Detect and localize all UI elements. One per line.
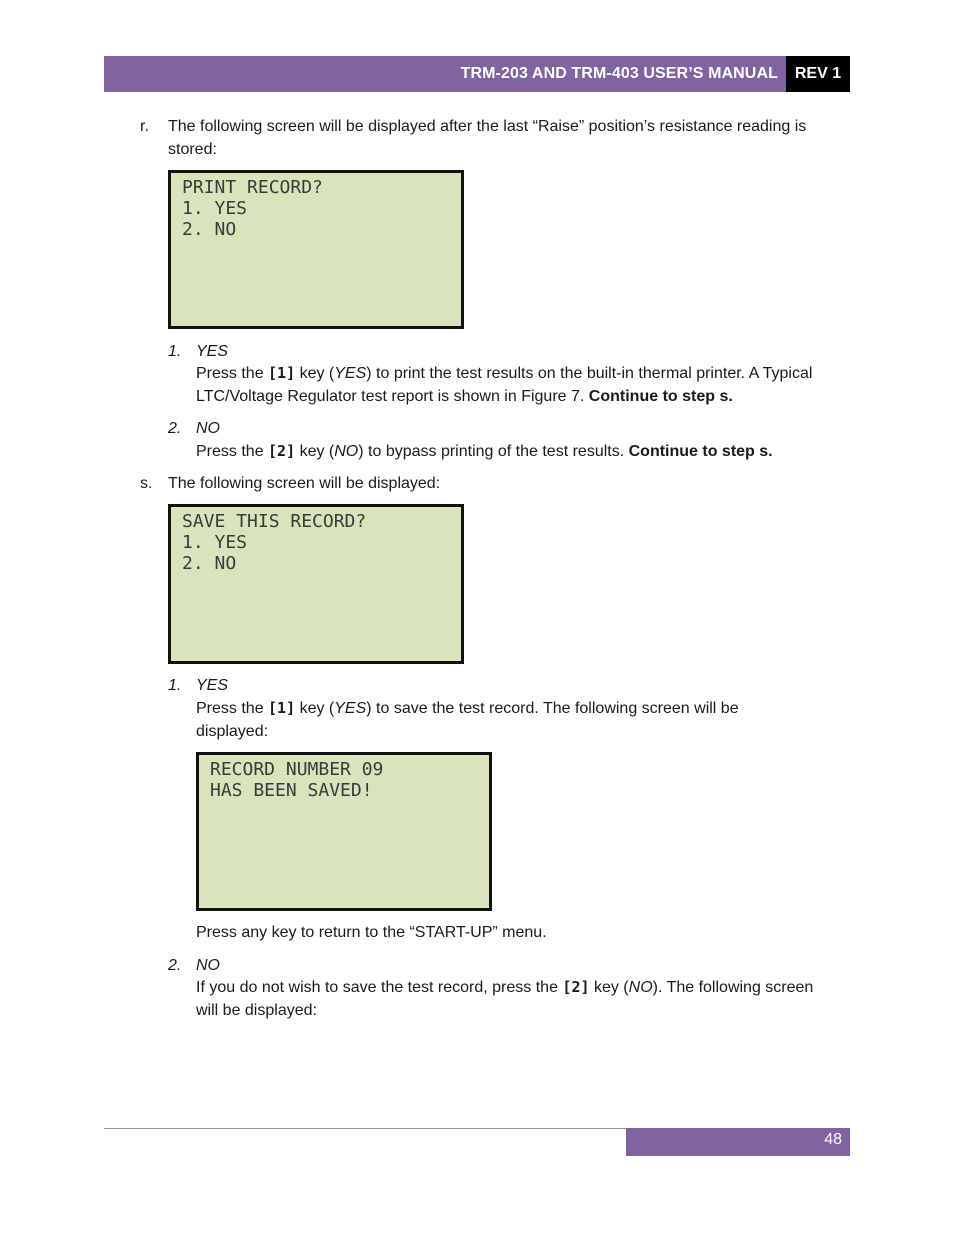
- key-2: [2]: [562, 978, 590, 996]
- revision-badge: REV 1: [786, 56, 850, 92]
- manual-title: TRM-203 AND TRM-403 USER’S MANUAL: [460, 65, 778, 82]
- key-1: [1]: [268, 364, 296, 382]
- option-number: 2.: [168, 420, 182, 437]
- lcd-record-saved: [196, 752, 492, 911]
- key-1: [1]: [268, 699, 296, 717]
- key-2: [2]: [268, 442, 296, 460]
- lcd-line: 2. NO: [182, 553, 237, 574]
- option-label: YES: [196, 343, 229, 360]
- lcd-line: PRINT RECORD?: [182, 177, 323, 198]
- lcd-line: SAVE THIS RECORD?: [182, 511, 367, 532]
- lcd-save-record: [168, 504, 464, 664]
- option-label: YES: [196, 677, 229, 694]
- page-number: 48: [824, 1131, 842, 1148]
- option-label: NO: [196, 957, 220, 974]
- return-instruction: Press any key to return to the “START-UP” menu.: [196, 924, 547, 941]
- step-s-text: The following screen will be displayed:: [168, 475, 441, 492]
- lcd-line: 2. NO: [182, 219, 237, 240]
- step-r-text: The following screen will be displayed after the last “Raise” position’s resistance reading is stored:: [168, 118, 807, 158]
- lcd-line: HAS BEEN SAVED!: [210, 780, 373, 801]
- option-description: Press the [1] key (YES) to save the test record. The following screen will be displayed:: [196, 699, 739, 740]
- header-bar: [104, 56, 786, 92]
- option-number: 1.: [168, 677, 182, 694]
- lcd-line: 1. YES: [182, 198, 248, 219]
- step-s-marker: s.: [140, 475, 153, 492]
- option-label: NO: [196, 420, 220, 437]
- option-number: 2.: [168, 957, 182, 974]
- option-description: Press the [2] key (NO) to bypass printing of the test results. Continue to step s.: [196, 442, 773, 460]
- lcd-line: RECORD NUMBER 09: [210, 759, 384, 780]
- option-number: 1.: [168, 343, 182, 360]
- lcd-print-record: [168, 170, 464, 329]
- footer-bar: [626, 1128, 850, 1156]
- option-description: If you do not wish to save the test record, press the [2] key (NO). The following screen will be displayed:: [196, 978, 814, 1019]
- step-r-marker: r.: [140, 118, 149, 135]
- lcd-line: 1. YES: [182, 532, 248, 553]
- option-description: Press the [1] key (YES) to print the test results on the built-in thermal printer. A Typical LTC/Voltage Regulator test report is shown in Figure 7. Continue to step s.: [196, 364, 813, 405]
